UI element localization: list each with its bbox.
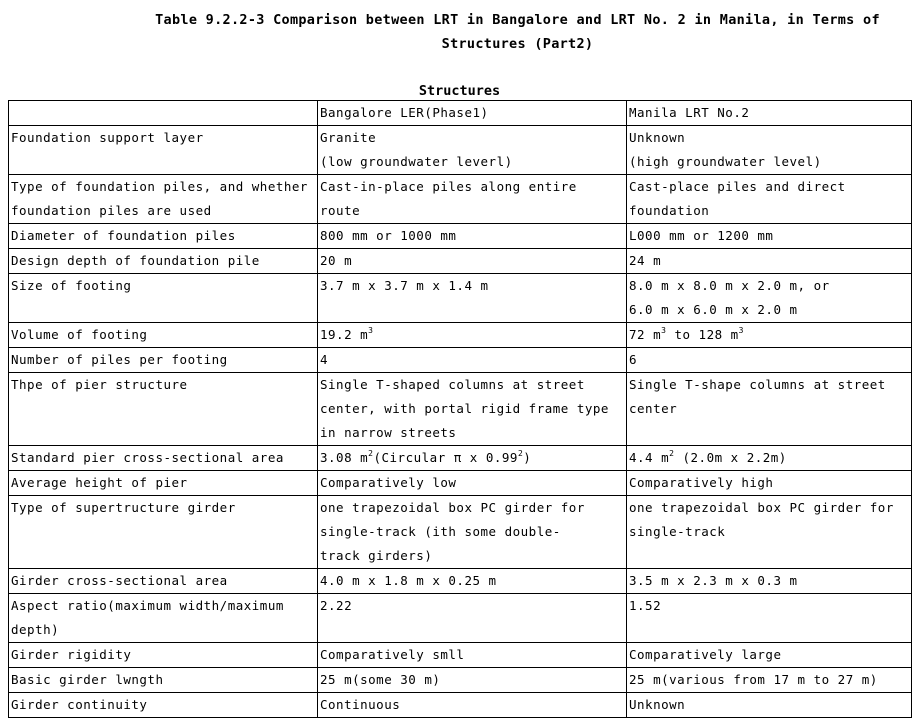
manila-value <box>627 693 912 718</box>
bangalore-value <box>318 643 627 668</box>
manila-value-line: 25 m(various from 17 m to 27 m) <box>629 672 878 687</box>
table-row <box>9 693 912 718</box>
row-label <box>9 446 318 471</box>
manila-value-line: Single T-shape columns at street <box>629 377 886 392</box>
bangalore-value-line: one trapezoidal box PC girder for <box>320 500 585 515</box>
row-label-line: Girder rigidity <box>11 647 132 662</box>
row-label-line: Type of supertructure girder <box>11 500 236 515</box>
bangalore-value-line: (low groundwater leverl) <box>320 154 513 169</box>
bangalore-value-line: 3.7 m x 3.7 m x 1.4 m <box>320 278 489 293</box>
bangalore-value <box>318 471 627 496</box>
row-label <box>9 274 318 323</box>
manila-value <box>627 126 912 175</box>
bangalore-value-line <box>320 323 626 347</box>
table-row <box>9 274 912 323</box>
row-label <box>9 594 318 643</box>
row-label-line: Average height of pier <box>11 475 188 490</box>
table-title-line-1: Table 9.2.2-3 Comparison between LRT in Bangalore and LRT No. 2 in Manila, in Terms of <box>155 12 880 28</box>
manila-value-line <box>629 446 911 470</box>
table-row <box>9 569 912 594</box>
row-label <box>9 249 318 274</box>
row-label-line: Number of piles per footing <box>11 352 228 367</box>
table-row <box>9 373 912 446</box>
bangalore-value <box>318 323 627 348</box>
manila-value-line: 6 <box>629 352 638 367</box>
table-caption: Structures <box>418 83 501 99</box>
bangalore-value <box>318 274 627 323</box>
bangalore-value-line: Cast-in-place piles along entire <box>320 179 577 194</box>
table-row <box>9 668 912 693</box>
bangalore-value-line: Single T-shaped columns at street <box>320 377 585 392</box>
bangalore-value-line: route <box>320 203 361 218</box>
bangalore-value <box>318 126 627 175</box>
manila-value <box>627 643 912 668</box>
bangalore-value <box>318 594 627 643</box>
bangalore-value <box>318 668 627 693</box>
bangalore-value-line: 2.22 <box>320 598 353 613</box>
comparison-table-body <box>9 101 912 718</box>
cell-text: 72 m <box>629 327 662 342</box>
manila-value-line: Comparatively large <box>629 647 782 662</box>
manila-value <box>627 249 912 274</box>
row-label-line: Aspect ratio(maximum width/maximum <box>11 598 284 613</box>
bangalore-value <box>318 496 627 569</box>
row-label-line: Type of foundation piles, and whether <box>11 179 308 194</box>
bangalore-value <box>318 446 627 471</box>
row-label-line: Volume of footing <box>11 327 148 342</box>
table-row <box>9 594 912 643</box>
bangalore-value-line: 4.0 m x 1.8 m x 0.25 m <box>320 573 497 588</box>
table-row <box>9 126 912 175</box>
table-row <box>9 496 912 569</box>
superscript: 3 <box>738 326 744 335</box>
row-label <box>9 373 318 446</box>
row-label <box>9 668 318 693</box>
bangalore-value-line: Granite <box>320 130 377 145</box>
table-row <box>9 249 912 274</box>
bangalore-value-line: track girders) <box>320 548 433 563</box>
manila-value-line <box>629 323 911 347</box>
manila-value <box>627 668 912 693</box>
manila-value <box>627 373 912 446</box>
table-row <box>9 224 912 249</box>
bangalore-value-line: 800 mm or 1000 mm <box>320 228 457 243</box>
superscript: 3 <box>661 326 667 335</box>
table-row <box>9 348 912 373</box>
manila-value-line: 6.0 m x 6.0 m x 2.0 m <box>629 302 798 317</box>
row-label <box>9 323 318 348</box>
manila-value <box>627 446 912 471</box>
header-row <box>9 101 912 126</box>
manila-value <box>627 471 912 496</box>
manila-value-line: Comparatively high <box>629 475 774 490</box>
bangalore-value <box>318 348 627 373</box>
bangalore-value-line: 4 <box>320 352 329 367</box>
bangalore-value-line <box>320 446 626 470</box>
manila-value <box>627 323 912 348</box>
manila-value-line: Cast-place piles and direct <box>629 179 846 194</box>
manila-value-line: center <box>629 401 678 416</box>
row-label <box>9 348 318 373</box>
row-label-line: foundation piles are used <box>11 203 212 218</box>
row-label-line: Thpe of pier structure <box>11 377 188 392</box>
bangalore-value-line: Continuous <box>320 697 401 712</box>
table-row <box>9 643 912 668</box>
row-label <box>9 175 318 224</box>
manila-value-line: one trapezoidal box PC girder for <box>629 500 894 515</box>
cell-text: (2.0m x 2.2m) <box>674 450 787 465</box>
row-label <box>9 126 318 175</box>
row-label-line: Standard pier cross-sectional area <box>11 450 284 465</box>
manila-value-line: Unknown <box>629 130 686 145</box>
manila-value <box>627 224 912 249</box>
header-cell-bangalore: Bangalore LER(Phase1) <box>318 101 627 126</box>
cell-text: ) <box>523 450 532 465</box>
superscript: 2 <box>669 449 675 458</box>
table-row <box>9 471 912 496</box>
table-title-line-2: Structures (Part2) <box>441 36 594 52</box>
bangalore-value <box>318 373 627 446</box>
superscript: 2 <box>517 449 524 458</box>
manila-value-line: 3.5 m x 2.3 m x 0.3 m <box>629 573 798 588</box>
bangalore-value <box>318 569 627 594</box>
manila-value <box>627 496 912 569</box>
cell-text: 19.2 m <box>320 327 369 342</box>
row-label <box>9 471 318 496</box>
manila-value-line: foundation <box>629 203 710 218</box>
cell-text: (Circular π x 0.99 <box>373 450 518 465</box>
bangalore-value-line: Comparatively low <box>320 475 457 490</box>
manila-value-line: single-track <box>629 524 726 539</box>
table-row <box>9 446 912 471</box>
row-label <box>9 569 318 594</box>
manila-value <box>627 594 912 643</box>
row-label-line: depth) <box>11 622 60 637</box>
manila-value-line: 8.0 m x 8.0 m x 2.0 m, or <box>629 278 830 293</box>
manila-value <box>627 569 912 594</box>
row-label-line: Design depth of foundation pile <box>11 253 260 268</box>
header-cell-manila: Manila LRT No.2 <box>627 101 912 126</box>
superscript: 2 <box>368 449 374 458</box>
manila-value <box>627 175 912 224</box>
bangalore-value-line: 25 m(some 30 m) <box>320 672 441 687</box>
row-label <box>9 496 318 569</box>
bangalore-value-line: Comparatively smll <box>320 647 465 662</box>
cell-text: to 128 m <box>666 327 739 342</box>
row-label-line: Diameter of foundation piles <box>11 228 236 243</box>
manila-value <box>627 274 912 323</box>
row-label-line: Girder continuity <box>11 697 148 712</box>
bangalore-value <box>318 175 627 224</box>
bangalore-value-line: center, with portal rigid frame type <box>320 401 609 416</box>
row-label-line: Basic girder lwngth <box>11 672 164 687</box>
cell-text: 4.4 m <box>629 450 670 465</box>
row-label <box>9 693 318 718</box>
manila-value-line: L000 mm or 1200 mm <box>629 228 774 243</box>
cell-text: 3.08 m <box>320 450 369 465</box>
manila-value <box>627 348 912 373</box>
manila-value-line: 1.52 <box>629 598 662 613</box>
header-cell-item <box>9 101 318 126</box>
bangalore-value <box>318 693 627 718</box>
table-row <box>9 175 912 224</box>
superscript: 3 <box>368 326 374 335</box>
row-label <box>9 224 318 249</box>
row-label-line: Girder cross-sectional area <box>11 573 228 588</box>
bangalore-value <box>318 249 627 274</box>
row-label-line: Size of footing <box>11 278 132 293</box>
table-row <box>9 323 912 348</box>
table-title <box>120 8 915 56</box>
comparison-table <box>8 100 912 718</box>
bangalore-value-line: single-track (ith some double- <box>320 524 561 539</box>
bangalore-value-line: in narrow streets <box>320 425 457 440</box>
row-label-line: Foundation support layer <box>11 130 204 145</box>
manila-value-line: Unknown <box>629 697 686 712</box>
manila-value-line: 24 m <box>629 253 662 268</box>
bangalore-value-line: 20 m <box>320 253 353 268</box>
bangalore-value <box>318 224 627 249</box>
manila-value-line: (high groundwater level) <box>629 154 822 169</box>
row-label <box>9 643 318 668</box>
